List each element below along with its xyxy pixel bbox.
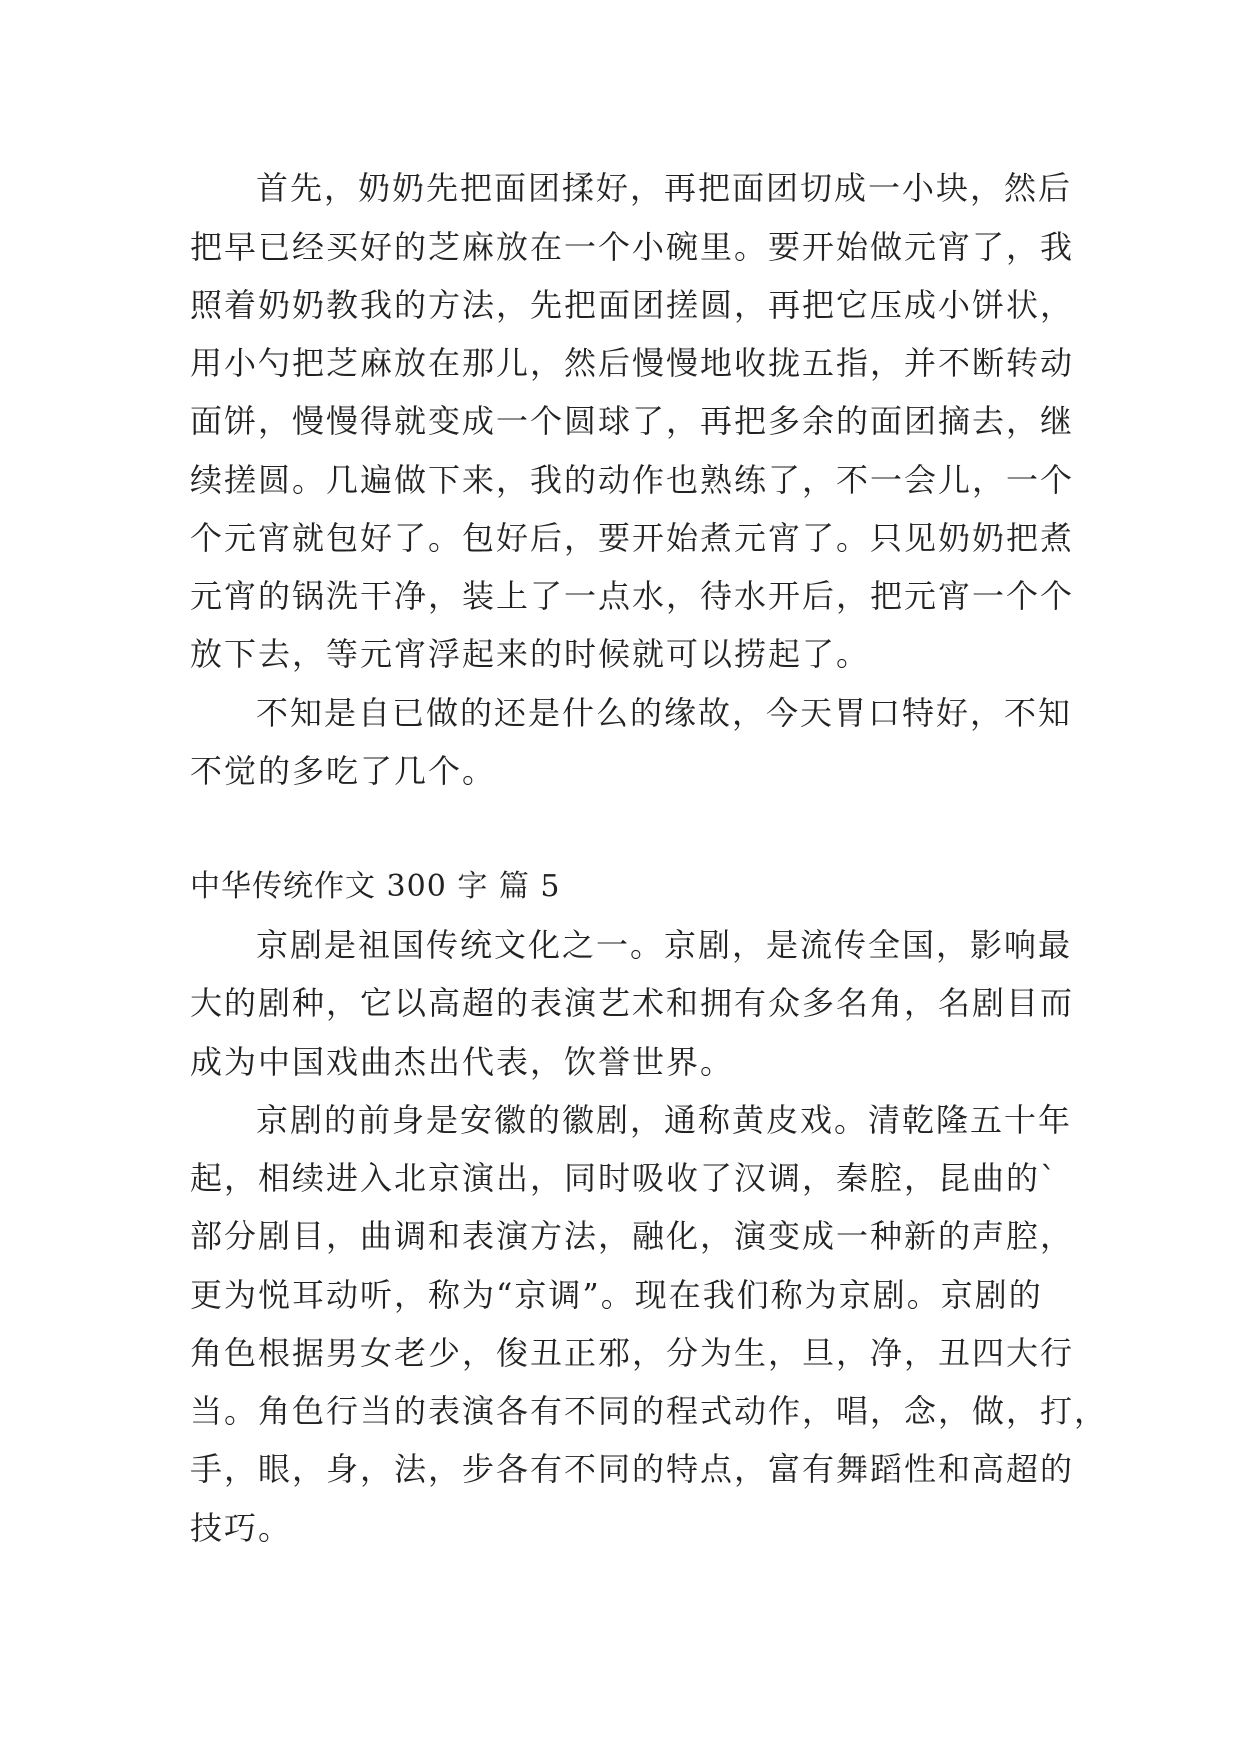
text-line: 照着奶奶教我的方法，先把面团搓圆，再把它压成小饼状， bbox=[190, 286, 1075, 324]
text-line: 大的剧种，它以高超的表演艺术和拥有众多名角，名剧目而 bbox=[190, 984, 1075, 1022]
text-line: 续搓圆。几遍做下来，我的动作也熟练了，不一会儿，一个 bbox=[190, 461, 1075, 499]
text-line: 不觉的多吃了几个。 bbox=[190, 752, 497, 790]
text-line: 面饼，慢慢得就变成一个圆球了，再把多余的面团摘去，继 bbox=[190, 402, 1075, 440]
text-line: 更为悦耳动听，称为“京调”。现在我们称为京剧。京剧的 bbox=[190, 1276, 1043, 1314]
text-line: 个元宵就包好了。包好后，要开始煮元宵了。只见奶奶把煮 bbox=[190, 519, 1075, 557]
text-line: 放下去，等元宵浮起来的时候就可以捞起了。 bbox=[190, 635, 871, 673]
section-heading: 中华传统作文 300 字 篇 5 bbox=[190, 869, 561, 904]
text-line: 成为中国戏曲杰出代表，饮誉世界。 bbox=[190, 1043, 735, 1081]
text-line: 不知是自已做的还是什么的缘故，今天胃口特好，不知 bbox=[256, 694, 1073, 732]
text-line: 起，相续进入北京演出，同时吸收了汉调，秦腔，昆曲的` bbox=[190, 1159, 1059, 1197]
text-line: 首先，奶奶先把面团揉好，再把面团切成一小块，然后 bbox=[256, 169, 1073, 207]
text-line: 当。角色行当的表演各有不同的程式动作，唱，念，做，打， bbox=[190, 1392, 1109, 1430]
text-line: 用小勺把芝麻放在那儿，然后慢慢地收拢五指，并不断转动 bbox=[190, 344, 1075, 382]
text-line: 部分剧目，曲调和表演方法，融化，演变成一种新的声腔， bbox=[190, 1217, 1075, 1255]
text-line: 把早已经买好的芝麻放在一个小碗里。要开始做元宵了，我 bbox=[190, 228, 1075, 266]
text-line: 元宵的锅洗干净，装上了一点水，待水开后，把元宵一个个 bbox=[190, 577, 1075, 615]
text-line: 技巧。 bbox=[190, 1509, 293, 1547]
text-line: 京剧的前身是安徽的徽剧，通称黄皮戏。清乾隆五十年 bbox=[256, 1101, 1073, 1139]
text-line: 手，眼，身，法，步各有不同的特点，富有舞蹈性和高超的 bbox=[190, 1450, 1075, 1488]
text-line: 京剧是祖国传统文化之一。京剧，是流传全国，影响最 bbox=[256, 926, 1073, 964]
text-line: 角色根据男女老少，俊丑正邪，分为生，旦，净，丑四大行 bbox=[190, 1334, 1075, 1372]
